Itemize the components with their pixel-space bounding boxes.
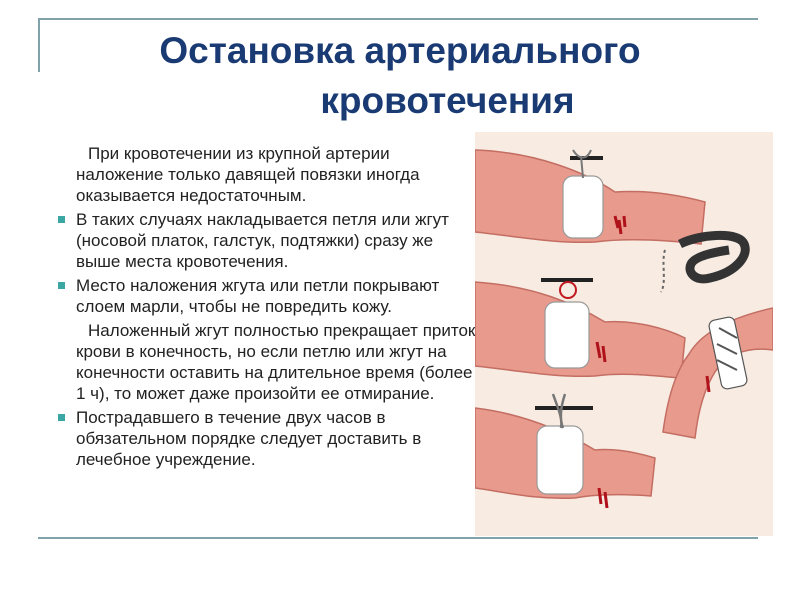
tourniquet-application-illustration xyxy=(475,132,773,536)
bandage-1 xyxy=(563,176,603,238)
frame-top-line xyxy=(38,18,758,20)
slide-title-line1: Остановка артериального xyxy=(159,30,641,71)
paragraph-intro: При кровотечении из крупной артерии наложение только давящей повязки иногда оказывается недостаточным. xyxy=(76,144,420,205)
bullet-item xyxy=(56,407,476,470)
bullet-icon xyxy=(58,216,65,223)
bandage-2 xyxy=(545,302,589,368)
bandage-3 xyxy=(537,426,583,494)
slide-title xyxy=(0,26,800,126)
slide-title-line2: кровотечения xyxy=(320,80,575,121)
bullet-text: Место наложения жгута или петли покрывают слоем марли, чтобы не повредить кожу. xyxy=(76,276,440,316)
bullet-item xyxy=(56,209,476,272)
bullet-item xyxy=(56,275,476,317)
bullet-text: В таких случаях накладывается петля или жгут (носовой платок, галстук, подтяжки) сразу же выше места кровотечения. xyxy=(76,210,449,271)
bullet-text: Пострадавшего в течение двух часов в обязательном порядке следует доставить в лечебное учреждение. xyxy=(76,408,422,469)
bullet-icon xyxy=(58,282,65,289)
slide-body-text xyxy=(56,143,476,473)
paragraph-tourniquet-warning: Наложенный жгут полностью прекращает приток крови в конечность, но если петлю или жгут на конечности оставить на длительное время (более 1 ч), то может даже произойти ее отмирание. xyxy=(76,321,476,403)
bullet-icon xyxy=(58,414,65,421)
frame-bottom-line xyxy=(38,537,758,539)
